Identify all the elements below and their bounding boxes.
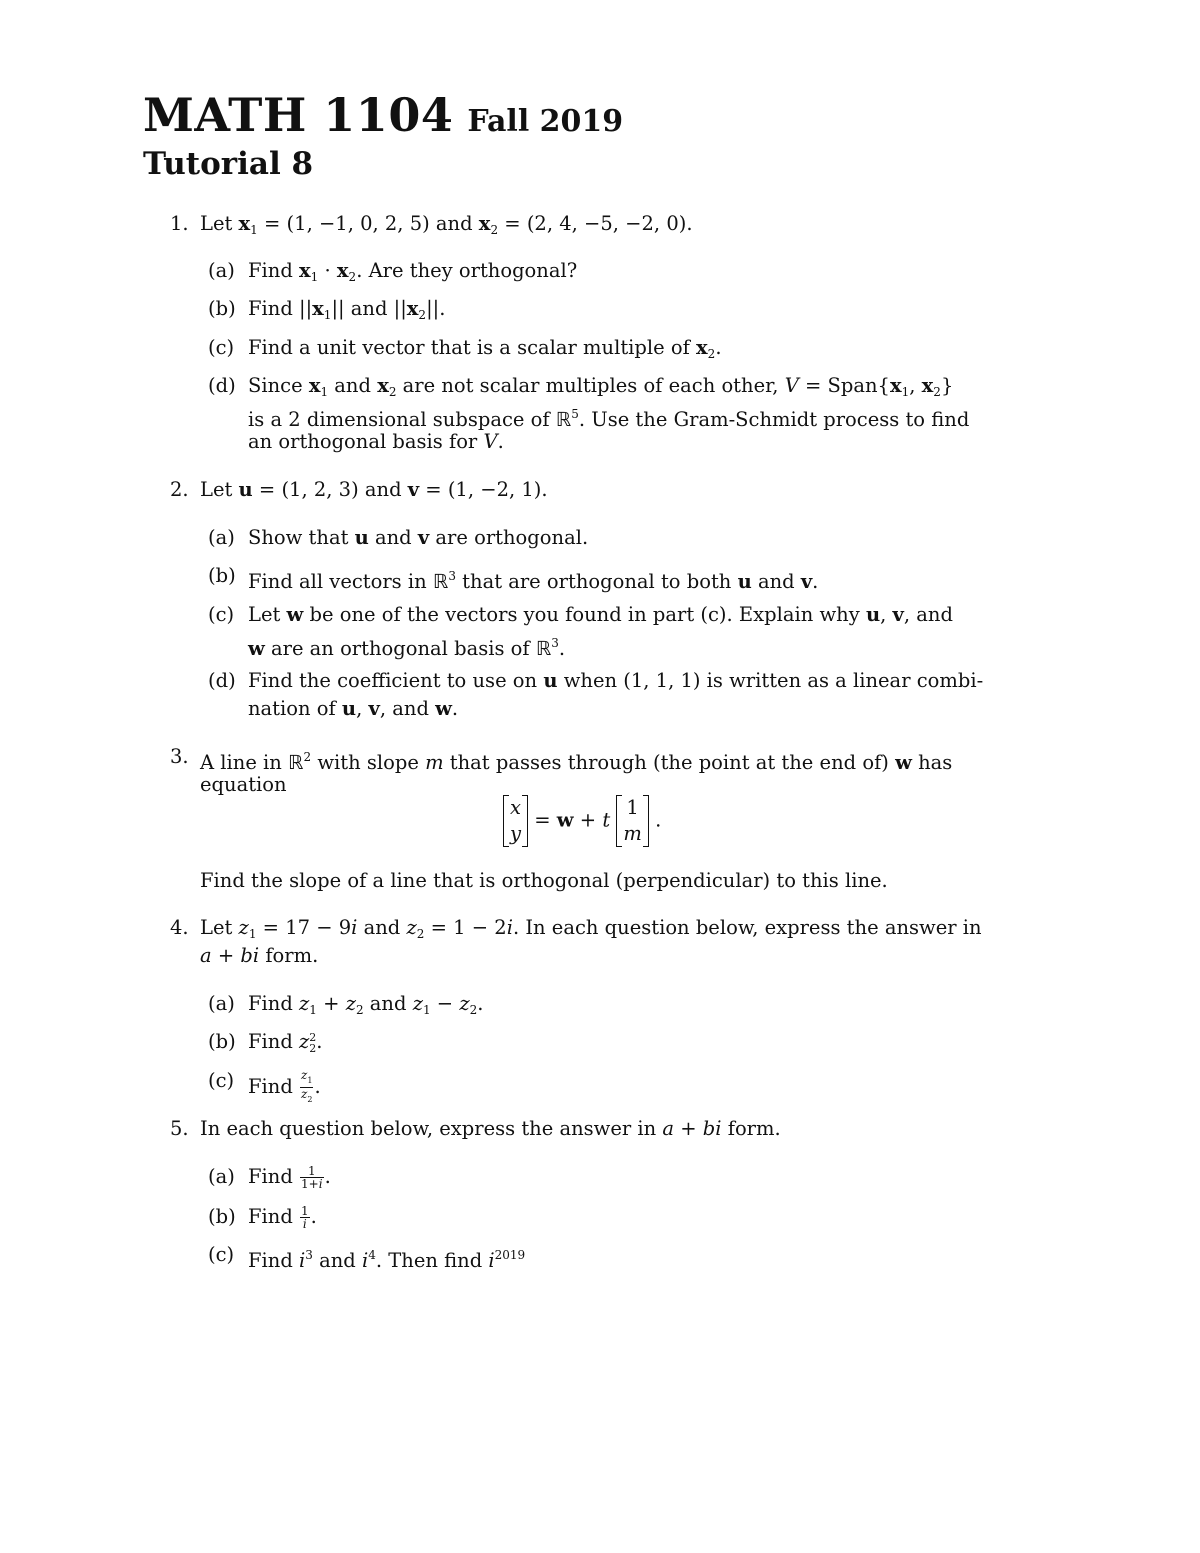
question-4-number: 4. — [170, 916, 189, 939]
question-2b-label: (b) — [208, 564, 236, 587]
question-4b-label: (b) — [208, 1030, 236, 1053]
question-4a-label: (a) — [208, 992, 235, 1015]
question-5a-label: (a) — [208, 1165, 235, 1188]
xy-vector: x y — [503, 795, 528, 847]
question-2d-label: (d) — [208, 669, 236, 692]
subtitle: Tutorial 8 — [143, 146, 314, 182]
question-1-stem: Let $x_1 = (1$, −1, 0, 2, 5) and $x_2 = (2$, 4, −5, −2, 0). — [200, 212, 693, 237]
question-1a-text: Find $x_1 \cdot x_2$. Are they orthogonal? — [248, 259, 578, 284]
question-5c-label: (c) — [208, 1243, 235, 1266]
term-label: Fall 2019 — [467, 104, 624, 139]
question-2c-line-1: Let w be one of the vectors you found in part (c). Explain why u, v, and — [248, 603, 953, 626]
direction-vector: 1 m — [616, 795, 649, 847]
question-2a-label: (a) — [208, 526, 235, 549]
question-3-line-3: Find the slope of a line that is orthogonal (perpendicular) to this line. — [200, 869, 888, 892]
question-1a-label: (a) — [208, 259, 235, 282]
question-2-stem: Let u = (1, 2, 3) and v = (1, −2, 1). — [200, 478, 548, 501]
question-1b-text: Find $||x_1||$ and $||x_2||$. — [248, 297, 446, 322]
question-2c-label: (c) — [208, 603, 235, 626]
question-5b-label: (b) — [208, 1205, 236, 1228]
question-2-number: 2. — [170, 478, 189, 501]
question-2b-text: Find all vectors in ℝ$^3$ that are orthogonal to both u and v. — [248, 569, 819, 593]
line-equation: x y = w + t 1 m . — [503, 795, 661, 847]
one-over-one-plus-i-fraction: $\frac{1}{1+i}$ — [301, 1164, 323, 1191]
question-2a-text: Show that u and v are orthogonal. — [248, 526, 589, 549]
question-4b-text: Find z 2 2 . — [248, 1030, 323, 1055]
one-over-i-fraction: $\frac{1}{i}$ — [301, 1204, 309, 1231]
question-1-number: 1. — [170, 212, 189, 235]
question-3-line-2: equation — [200, 773, 287, 796]
question-1d-line-1: Since $x_1$ and $x_2$ are not scalar multiples of each other, $V = Span\{x_1$, $x_2$} — [248, 374, 954, 399]
question-3-number: 3. — [170, 745, 189, 768]
question-5-stem: In each question below, express the answer in a + bi form. — [200, 1117, 781, 1140]
question-4a-text: Find $z_1 + z_2$ and $z_1 - z_2$. — [248, 992, 484, 1017]
question-4-line-1: Let $z_1 = 17 - 9i$ and $z_2 = 1 - 2i$. In each question below, express the answer in — [200, 916, 982, 941]
question-1c-text: Find a unit vector that is a scalar multiple of $x_2$. — [248, 336, 722, 361]
question-3-line-1: A line in ℝ$^2$ with slope m that passes through (the point at the end of) w has — [200, 750, 953, 774]
question-4c-text: Find $\frac{z_1}{z_2}$ . — [248, 1068, 321, 1104]
title — [143, 88, 623, 142]
question-2c-line-2: w are an orthogonal basis of ℝ$^3$. — [248, 636, 566, 660]
question-5a-text: Find $\frac{1}{1+i}$ . — [248, 1164, 331, 1191]
question-5b-text: Find $\frac{1}{i}$ . — [248, 1204, 317, 1231]
question-2d-line-2: nation of u, v, and w. — [248, 697, 459, 720]
question-1d-line-3: an orthogonal basis for V. — [248, 430, 504, 453]
question-1b-label: (b) — [208, 297, 236, 320]
z1-over-z2-fraction: $\frac{z_1}{z_2}$ — [301, 1068, 313, 1104]
question-4c-label: (c) — [208, 1069, 235, 1092]
question-1c-label: (c) — [208, 336, 235, 359]
question-5-number: 5. — [170, 1117, 189, 1140]
question-4-line-2: a + bi form. — [200, 944, 319, 967]
question-1d-label: (d) — [208, 374, 236, 397]
question-1d-line-2: is a 2 dimensional subspace of ℝ$^5$. Use the Gram-Schmidt process to find — [248, 407, 970, 431]
course-title: MATH 1104 — [143, 88, 454, 142]
question-2d-line-1: Find the coefficient to use on u when (1, 1, 1) is written as a linear combi- — [248, 669, 984, 692]
question-5c-text: Find $i^3$ and $i^4$. Then find $i^{2019}$ — [248, 1248, 526, 1272]
